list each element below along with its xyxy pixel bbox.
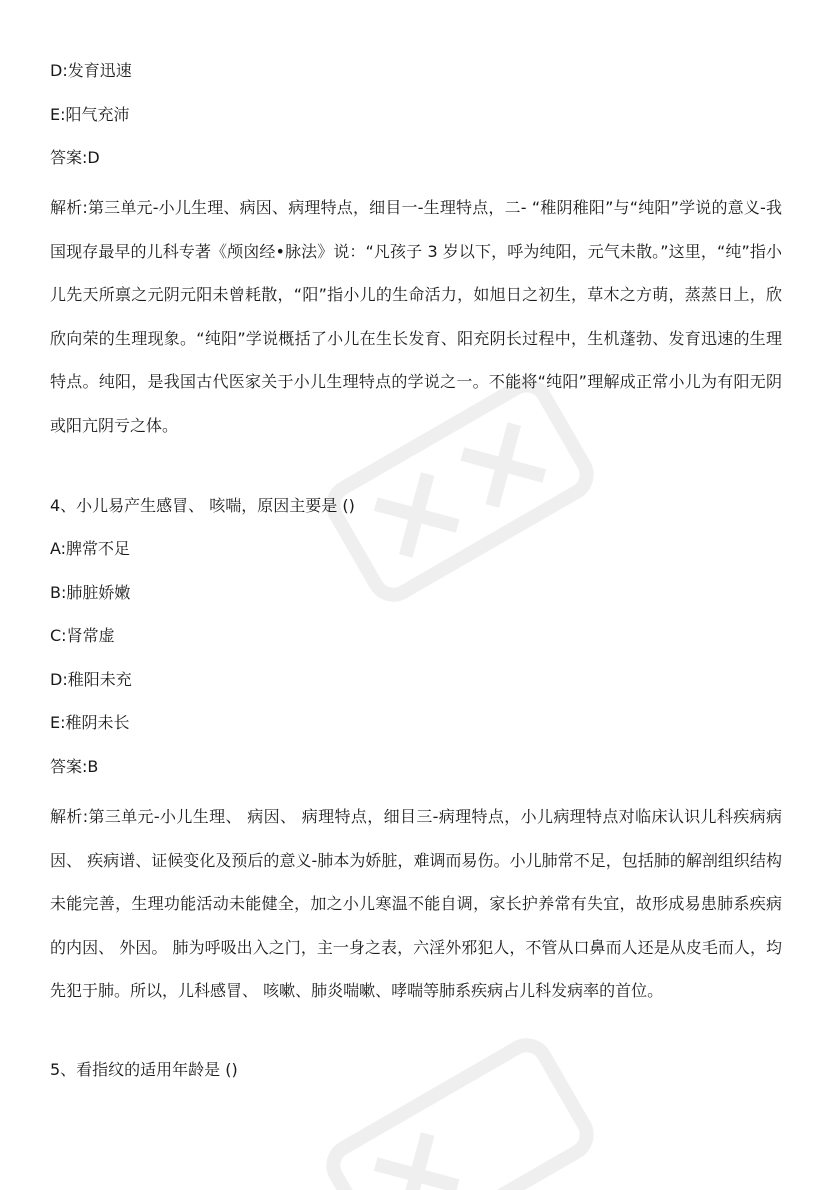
q3-option-e: E:阳气充沛 [50,105,130,124]
q5-question: 5、看指纹的适用年龄是 () [50,1060,238,1079]
q4-answer: 答案:B [50,757,99,776]
q3-analysis: 解析:第三单元-小儿生理、病因、病理特点，细目一-生理特点，二- “稚阴稚阳”与“纯阳”学说的意义-我国现存最早的儿科专著《颅囟经•脉法》说：“凡孩子 3 岁以下，呼为纯阳，元气未散。”这里，“纯”指小儿先天所禀之元阴元阳未曾耗散，“阳”指小儿的生命活力，如旭日之初生，草木之方萌，蒸蒸日上，欣欣向荣的生理现象。“纯阳”学说概括了小儿在生长发育、阳充阴长过程中，生机蓬勃、发育迅速的生理特点。纯阳，是我国古代医家关于小儿生理特点的学说之一。不能将“纯阳”理解成正常小儿为有阳无阴或阳亢阴亏之体。 [50,198,782,435]
q4-option-e: E:稚阴未长 [50,713,130,732]
q4-question: 4、小儿易产生感冒、 咳喘，原因主要是 () [50,496,355,515]
watermark-seal-icon-lower [300,990,620,1190]
q4-option-d: D:稚阳未充 [50,670,132,689]
q4-analysis: 解析:第三单元-小儿生理、 病因、 病理特点，细目三-病理特点，小儿病理特点对临床认识儿科疾病病因、 疾病谱、证候变化及预后的意义-肺本为娇脏，难调而易伤。小儿肺常不足，包括肺的解剖组织结构未能完善，生理功能活动未能健全，加之小儿寒温不能自调，家长护养常有失宜，故形成易患肺系疾病的内因、 外因。 肺为呼吸出入之门，主一身之表，六淫外邪犯人，不管从口鼻而人还是从皮毛而人，均先犯于肺。所以，儿科感冒、 咳嗽、肺炎喘嗽、哮喘等肺系疾病占儿科发病率的首位。 [50,807,782,1000]
q4-option-a: A:脾常不足 [50,539,131,558]
q3-answer: 答案:D [50,148,100,167]
q4-option-c: C:肾常虚 [50,626,115,645]
q4-option-b: B:肺脏娇嫩 [50,583,131,602]
q3-option-d: D:发育迅速 [50,61,132,80]
